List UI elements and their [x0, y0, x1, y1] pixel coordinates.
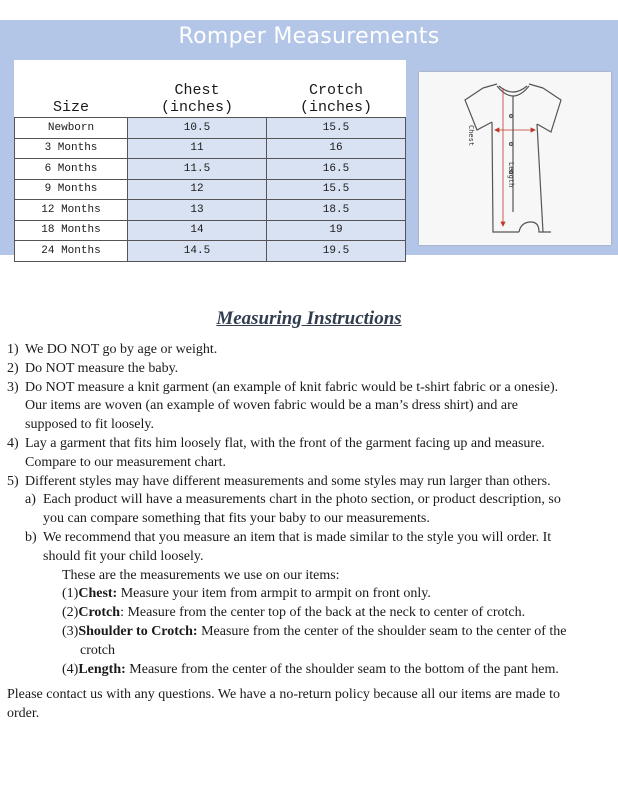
- cell-chest: 13: [128, 200, 267, 221]
- cell-size: 3 Months: [15, 138, 128, 159]
- list-item: 5) Different styles may have different measurements and some styles may run larger than others.: [7, 473, 551, 489]
- table-row: [15, 138, 406, 159]
- cell-crotch: 19.5: [267, 241, 406, 262]
- column-header-size: Size: [15, 60, 128, 118]
- footer-note: [7, 686, 611, 724]
- measurement-chest: (1)Chest: Measure your item from armpit to armpit on front only.: [62, 586, 431, 602]
- cell-size: 12 Months: [15, 200, 128, 221]
- table-row: [15, 241, 406, 262]
- table-row: [15, 118, 406, 139]
- cell-chest: 12: [128, 179, 267, 200]
- sub-list-item: a) Each product will have a measurements chart in the photo section, or product description, so: [25, 492, 561, 508]
- cell-crotch: 15.5: [267, 118, 406, 139]
- list-item: 1) We DO NOT go by age or weight.: [7, 342, 218, 357]
- romper-diagram: [419, 72, 611, 245]
- cell-chest: 14: [128, 220, 267, 241]
- sub-list-item-continuation: you can compare something that fits your baby to our measurements.: [43, 511, 430, 527]
- instructions-list: [7, 341, 611, 679]
- cell-crotch: 15.5: [267, 179, 406, 200]
- list-item-continuation: Compare to our measurement chart.: [25, 454, 226, 470]
- measurements-intro: These are the measurements we use on our items:: [62, 567, 340, 583]
- cell-chest: 11: [128, 138, 267, 159]
- measurement-table: [14, 60, 406, 262]
- list-item: 3) Do NOT measure a knit garment (an example of knit fabric would be t-shirt fabric or a onesie).: [7, 379, 559, 395]
- table-row: [15, 200, 406, 221]
- measurement-continuation: crotch: [80, 642, 115, 658]
- table-row: [15, 159, 406, 180]
- list-item-continuation: Our items are woven (an example of woven fabric would be a man’s dress shirt) and are: [25, 398, 518, 414]
- column-header-crotch: Crotch (inches): [267, 60, 406, 118]
- length-label: Length: [507, 162, 515, 188]
- chest-label: Chest: [467, 125, 475, 147]
- cell-crotch: 19: [267, 220, 406, 241]
- cell-size: 9 Months: [15, 179, 128, 200]
- sub-list-item-continuation: should fit your child loosely.: [43, 548, 204, 564]
- cell-size: Newborn: [15, 118, 128, 139]
- footer-line: order.: [7, 705, 40, 721]
- column-header-chest: Chest (inches): [128, 60, 267, 118]
- romper-sketch: [419, 72, 611, 245]
- sub-list-item: b) We recommend that you measure an item that is made similar to the style you will order. It: [25, 529, 552, 545]
- measurement-shoulder-to-crotch: (3)Shoulder to Crotch: Measure from the center of the shoulder seam to the center of the: [62, 623, 567, 639]
- table-row: [15, 220, 406, 241]
- cell-crotch: 16: [267, 138, 406, 159]
- cell-size: 18 Months: [15, 220, 128, 241]
- table-header-row: [15, 60, 406, 118]
- list-item-continuation: supposed to fit loosely.: [25, 417, 154, 433]
- cell-chest: 14.5: [128, 241, 267, 262]
- measurement-crotch: (2)Crotch: Measure from the center top of the back at the neck to center of crotch.: [62, 605, 526, 621]
- table-row: [15, 179, 406, 200]
- list-item: 4) Lay a garment that fits him loosely flat, with the front of the garment facing up and measure.: [7, 435, 545, 451]
- list-item: 2) Do NOT measure the baby.: [7, 360, 179, 376]
- cell-size: 6 Months: [15, 159, 128, 180]
- cell-chest: 10.5: [128, 118, 267, 139]
- cell-crotch: 18.5: [267, 200, 406, 221]
- page-title: Romper Measurements: [178, 24, 440, 49]
- footer-line: Please contact us with any questions. We have a no-return policy because all our items are made to: [7, 687, 560, 702]
- instructions-title: Measuring Instructions: [216, 308, 402, 329]
- measurement-length: (4)Length: Measure from the center of the shoulder seam to the bottom of the pant hem.: [62, 661, 559, 677]
- cell-chest: 11.5: [128, 159, 267, 180]
- cell-crotch: 16.5: [267, 159, 406, 180]
- cell-size: 24 Months: [15, 241, 128, 262]
